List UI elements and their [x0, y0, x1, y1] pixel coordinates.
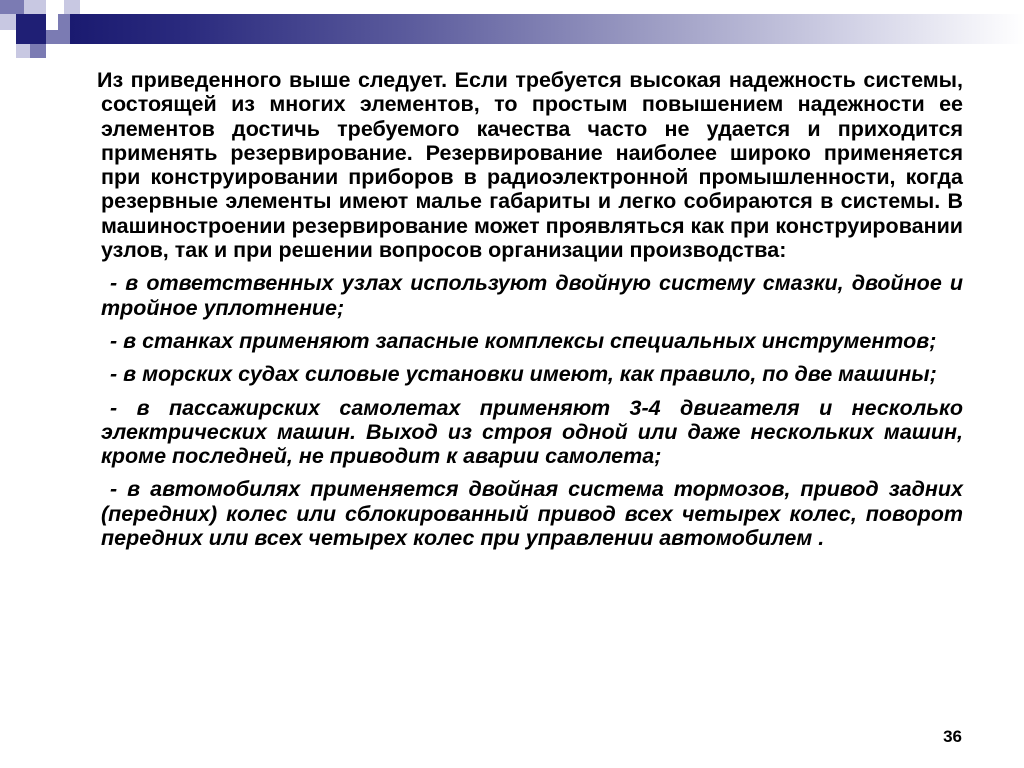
header-gradient-bar [70, 14, 1024, 44]
page-number: 36 [943, 727, 962, 746]
intro-paragraph: Из приведенного выше следует. Если требуется высокая надежность системы, состоящей из многих элементов, то простым повышением надежности ее элементов достичь требуемого качества часто не удается и приходится применять резервирование. Резервирование наиболее широко применяется при конструировании приборов в радиоэлектронной промышленности, когда резервные элементы имеют малье габариты и легко собираются в системы. В машиностроении резервирование может проявляться как при конструировании узлов, так и при решении вопросов организации производства: [97, 68, 963, 263]
list-item: - в ответственных узлах используют двойную систему смазки, двойное и тройное уплотнение; [101, 271, 963, 320]
slide-body [97, 68, 963, 551]
list-item: - в пассажирских самолетах применяют 3-4 двигателя и несколько электрических машин. Выход из строя одной или даже нескольких машин, кроме последней, не приводит к аварии самолета; [101, 395, 963, 469]
list-item: - в станках применяют запасные комплексы специальных инструментов; [110, 328, 937, 353]
list-item: - в морских судах силовые установки имеют, как правило, по две машины; [110, 362, 937, 387]
list-item: - в автомобилях применяется двойная система тормозов, привод задних (передних) колес или сблокированный привод всех четырех колес, поворот передних или всех четырех колес при управлении автомобилем . [101, 477, 963, 551]
